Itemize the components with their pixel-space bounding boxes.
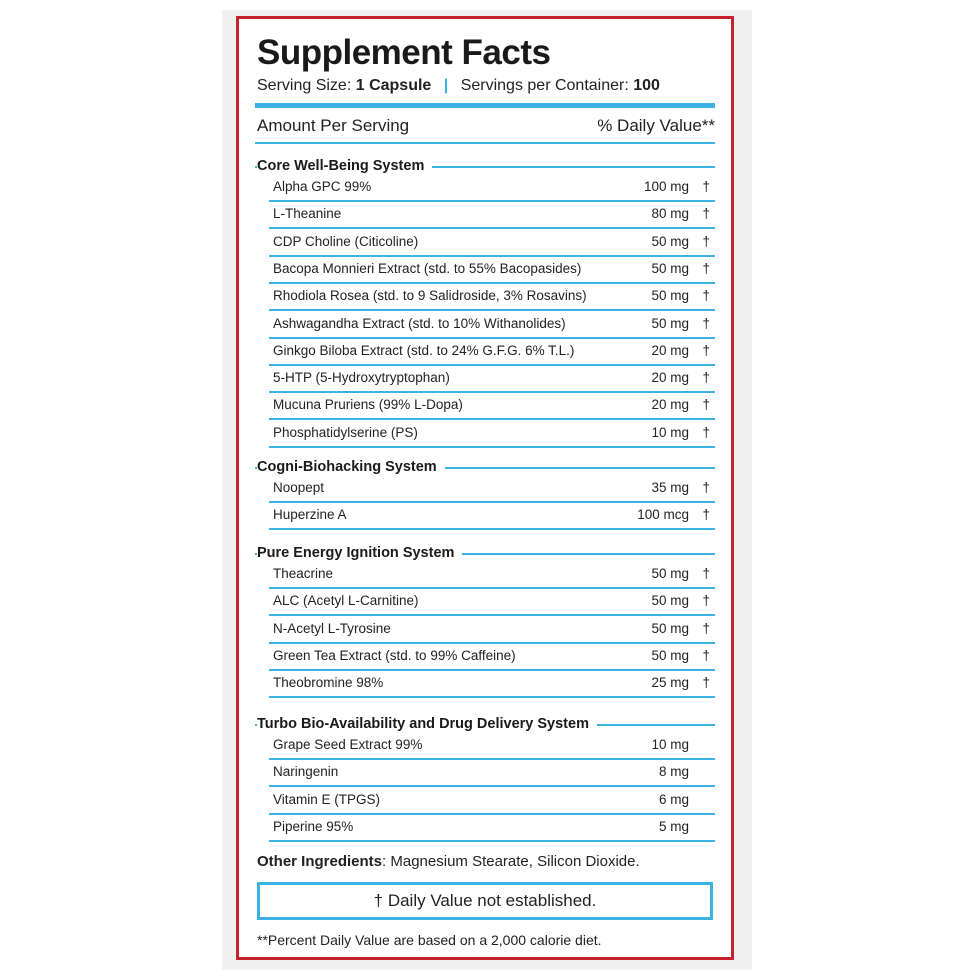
ingredient-name: Noopept	[273, 480, 325, 495]
section-heading: Cogni-Biohacking System	[257, 457, 445, 477]
daily-value-dagger: †	[702, 397, 710, 413]
daily-value-dagger: †	[702, 288, 710, 304]
daily-value-dagger: †	[702, 566, 710, 581]
supplement-facts-panel	[236, 16, 734, 960]
ingredient-row	[255, 230, 715, 257]
ingredient-amount: 5 mg	[658, 818, 689, 834]
ingredient-name: Piperine 95%	[273, 818, 354, 834]
ingredient-name: Mucuna Pruriens (99% L-Dopa)	[273, 397, 463, 413]
daily-value-dagger: †	[702, 507, 710, 523]
ingredient-row	[255, 815, 715, 842]
ingredient-amount: 35 mg	[651, 480, 689, 495]
ingredient-name: N-Acetyl L-Tyrosine	[273, 620, 391, 636]
ingredient-name: Grape Seed Extract 99%	[273, 737, 423, 752]
ingredient-amount: 20 mg	[651, 370, 689, 386]
ingredient-row	[255, 733, 715, 760]
ingredient-name: Vitamin E (TPGS)	[273, 791, 381, 807]
daily-value-dagger: †	[702, 342, 710, 358]
ingredient-amount: 20 mg	[651, 397, 689, 413]
row-divider	[269, 446, 715, 448]
ingredient-amount: 8 mg	[658, 764, 689, 780]
section-heading: Core Well-Being System	[257, 156, 432, 176]
ingredient-amount: 50 mg	[651, 288, 689, 304]
ingredient-row	[255, 257, 715, 284]
ingredient-amount: 6 mg	[658, 791, 689, 807]
ingredient-row	[255, 788, 715, 815]
ingredient-name: Naringenin	[273, 764, 339, 780]
ingredient-amount: 10 mg	[651, 424, 689, 440]
ingredient-row	[255, 562, 715, 589]
daily-value-dagger: †	[702, 233, 710, 249]
ingredient-row	[255, 339, 715, 366]
daily-value-dagger: †	[702, 206, 710, 222]
daily-value-dagger: †	[702, 620, 710, 636]
servings-per-container-value: 100	[633, 77, 660, 94]
ingredient-name: Theobromine 98%	[273, 675, 384, 691]
ingredient-row	[255, 421, 715, 448]
ingredient-name: CDP Choline (Citicoline)	[273, 233, 419, 249]
serving-size-label: Serving Size:	[257, 77, 352, 94]
ingredient-row	[255, 312, 715, 339]
ingredient-row	[255, 760, 715, 787]
ingredient-amount: 50 mg	[651, 233, 689, 249]
daily-value-dagger: †	[702, 480, 710, 495]
label-title: Supplement Facts	[257, 33, 551, 72]
row-divider	[269, 696, 715, 698]
ingredient-amount: 50 mg	[651, 647, 689, 663]
daily-value-dagger: †	[702, 370, 710, 386]
other-ingredients-label: Other Ingredients	[257, 853, 383, 870]
ingredient-name: L-Theanine	[273, 206, 342, 222]
ingredient-amount: 100 mg	[643, 179, 689, 194]
ingredient-row	[255, 202, 715, 229]
ingredient-row	[255, 393, 715, 420]
row-divider	[269, 528, 715, 530]
section-heading: Turbo Bio-Availability and Drug Delivery System	[257, 714, 597, 734]
daily-value-footnote: **Percent Daily Value are based on a 2,000 calorie diet.	[257, 932, 602, 948]
ingredient-amount: 100 mcg	[637, 507, 689, 523]
other-ingredients-value: : Magnesium Stearate, Silicon Dioxide.	[382, 853, 640, 870]
ingredient-name: Phosphatidylserine (PS)	[273, 424, 418, 440]
daily-value-dagger: †	[702, 424, 710, 440]
ingredient-name: Alpha GPC 99%	[273, 179, 372, 194]
ingredient-amount: 50 mg	[651, 315, 689, 331]
daily-value-dagger: †	[702, 179, 710, 194]
ingredient-amount: 50 mg	[651, 260, 689, 276]
ingredient-row	[255, 671, 715, 698]
ingredient-name: ALC (Acetyl L-Carnitine)	[273, 593, 419, 609]
other-ingredients	[257, 853, 640, 870]
ingredient-name: Theacrine	[273, 566, 334, 581]
ingredient-amount: 10 mg	[651, 737, 689, 752]
ingredient-name: Ashwagandha Extract (std. to 10% Withanolides)	[273, 315, 566, 331]
daily-value-header: % Daily Value**	[597, 116, 715, 135]
row-divider	[269, 840, 715, 842]
section-heading: Pure Energy Ignition System	[257, 543, 462, 563]
serving-info	[257, 75, 660, 97]
servings-per-container-label: Servings per Container:	[460, 77, 629, 94]
ingredient-name: Ginkgo Biloba Extract (std. to 24% G.F.G. 6% T.L.)	[273, 342, 575, 358]
daily-value-dagger: †	[702, 647, 710, 663]
ingredient-row	[255, 175, 715, 202]
daily-value-dagger: †	[702, 593, 710, 609]
ingredient-name: Huperzine A	[273, 507, 347, 523]
ingredient-name: Green Tea Extract (std. to 99% Caffeine)	[273, 647, 516, 663]
ingredient-amount: 25 mg	[651, 675, 689, 691]
ingredient-row	[255, 476, 715, 503]
daily-value-dagger: †	[702, 260, 710, 276]
ingredient-row	[255, 644, 715, 671]
header-divider	[255, 103, 715, 108]
amount-per-serving-header: Amount Per Serving	[257, 116, 410, 135]
ingredient-amount: 50 mg	[651, 566, 689, 581]
column-header-divider	[255, 142, 715, 144]
ingredient-amount: 20 mg	[651, 342, 689, 358]
ingredient-row	[255, 284, 715, 311]
serving-separator: |	[443, 77, 449, 94]
serving-size-value: 1 Capsule	[355, 77, 432, 94]
ingredient-amount: 80 mg	[651, 206, 689, 222]
ingredient-row	[255, 503, 715, 530]
ingredient-name: Rhodiola Rosea (std. to 9 Salidroside, 3% Rosavins)	[273, 288, 587, 304]
daily-value-note: † Daily Value not established.	[257, 882, 713, 920]
ingredient-row	[255, 617, 715, 644]
ingredient-name: 5-HTP (5-Hydroxytryptophan)	[273, 370, 450, 386]
daily-value-dagger: †	[702, 675, 710, 691]
ingredient-amount: 50 mg	[651, 620, 689, 636]
daily-value-dagger: †	[702, 315, 710, 331]
ingredient-amount: 50 mg	[651, 593, 689, 609]
ingredient-row	[255, 366, 715, 393]
ingredient-name: Bacopa Monnieri Extract (std. to 55% Bacopasides)	[273, 260, 582, 276]
ingredient-row	[255, 589, 715, 616]
column-header	[255, 116, 715, 140]
